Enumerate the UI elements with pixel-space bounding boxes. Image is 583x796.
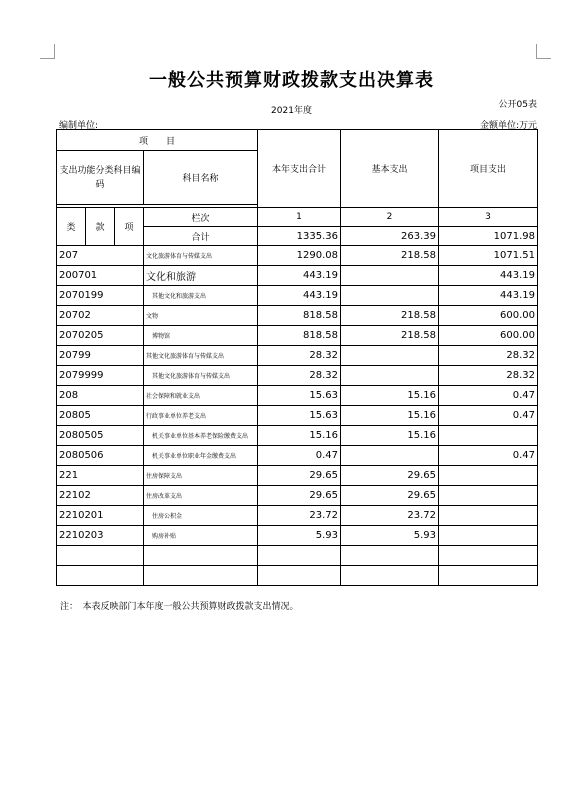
table-row [57, 286, 538, 306]
row-basic [341, 446, 439, 466]
table-row-empty [57, 546, 538, 566]
header-kuan: 款 [86, 208, 115, 246]
row-project [439, 426, 538, 446]
table-row [57, 266, 538, 286]
row-basic: 23.72 [341, 506, 439, 526]
row-basic [341, 266, 439, 286]
row-project: 0.47 [439, 446, 538, 466]
empty-cell [439, 566, 538, 586]
header-xiang: 项 [115, 208, 144, 246]
row-total: 15.63 [258, 386, 341, 406]
row-subject-name: 博物馆 [144, 326, 258, 346]
table-row [57, 526, 538, 546]
empty-cell [341, 566, 439, 586]
header-subject-name: 科目名称 [144, 151, 258, 205]
row-basic: 15.16 [341, 426, 439, 446]
row-project: 600.00 [439, 326, 538, 346]
row-basic [341, 286, 439, 306]
page-title: 一般公共预算财政拨款支出决算表 [149, 70, 434, 91]
row-project: 0.47 [439, 406, 538, 426]
row-project: 600.00 [439, 306, 538, 326]
row-total: 0.47 [258, 446, 341, 466]
header-total: 本年支出合计 [258, 130, 341, 208]
row-subject-name: 机关事业单位职业年金缴费支出 [144, 446, 258, 466]
table-row [57, 386, 538, 406]
table-row [57, 246, 538, 266]
row-project: 28.32 [439, 346, 538, 366]
table-row [57, 306, 538, 326]
row-code: 2070199 [57, 286, 144, 306]
row-total: 29.65 [258, 486, 341, 506]
row-basic: 15.16 [341, 406, 439, 426]
row-total: 818.58 [258, 306, 341, 326]
row-code: 2070205 [57, 326, 144, 346]
page-corner-mark-right [536, 44, 551, 59]
empty-cell [258, 566, 341, 586]
empty-cell [144, 566, 258, 586]
table-row [57, 366, 538, 386]
expenditure-table [56, 129, 538, 586]
row-code: 2210203 [57, 526, 144, 546]
header-item: 项 目 [57, 130, 258, 151]
empty-cell [57, 546, 144, 566]
sum-label: 合计 [144, 227, 258, 246]
row-total: 1290.08 [258, 246, 341, 266]
header-lei: 类 [57, 208, 86, 246]
row-total: 29.65 [258, 466, 341, 486]
row-code: 208 [57, 386, 144, 406]
empty-cell [57, 566, 144, 586]
row-basic [341, 346, 439, 366]
sum-total: 1335.36 [258, 227, 341, 246]
col-label: 栏次 [144, 208, 258, 227]
row-subject-name: 其他文化旅游体育与传媒支出 [144, 366, 258, 386]
row-code: 20799 [57, 346, 144, 366]
row-code: 221 [57, 466, 144, 486]
col-2: 2 [341, 208, 439, 227]
row-basic: 5.93 [341, 526, 439, 546]
table-row [57, 486, 538, 506]
row-subject-name: 机关事业单位基本养老保险缴费支出 [144, 426, 258, 446]
row-subject-name: 社会保障和就业支出 [144, 386, 258, 406]
row-subject-name: 住房改革支出 [144, 486, 258, 506]
row-total: 28.32 [258, 346, 341, 366]
row-basic: 15.16 [341, 386, 439, 406]
empty-cell [341, 546, 439, 566]
row-project: 0.47 [439, 386, 538, 406]
row-subject-name: 其他文化和旅游支出 [144, 286, 258, 306]
table-row [57, 466, 538, 486]
header-func-code: 支出功能分类科目编码 [57, 151, 144, 205]
empty-cell [258, 546, 341, 566]
row-code: 2080506 [57, 446, 144, 466]
row-project: 1071.51 [439, 246, 538, 266]
row-project [439, 506, 538, 526]
row-basic: 218.58 [341, 246, 439, 266]
col-1: 1 [258, 208, 341, 227]
row-project: 443.19 [439, 286, 538, 306]
row-total: 818.58 [258, 326, 341, 346]
empty-cell [144, 546, 258, 566]
row-total: 28.32 [258, 366, 341, 386]
header-project: 项目支出 [439, 130, 538, 208]
row-project [439, 526, 538, 546]
row-code: 20805 [57, 406, 144, 426]
row-total: 5.93 [258, 526, 341, 546]
row-code: 2080505 [57, 426, 144, 446]
row-project: 443.19 [439, 266, 538, 286]
row-subject-name: 文物 [144, 306, 258, 326]
row-basic [341, 366, 439, 386]
row-project [439, 486, 538, 506]
table-row [57, 406, 538, 426]
sum-project: 1071.98 [439, 227, 538, 246]
table-row-empty [57, 566, 538, 586]
row-total: 15.63 [258, 406, 341, 426]
row-subject-name: 住房保障支出 [144, 466, 258, 486]
row-basic: 218.58 [341, 306, 439, 326]
row-total: 23.72 [258, 506, 341, 526]
row-basic: 218.58 [341, 326, 439, 346]
row-subject-name: 购房补贴 [144, 526, 258, 546]
table-row [57, 426, 538, 446]
row-total: 15.16 [258, 426, 341, 446]
row-project [439, 466, 538, 486]
row-code: 2210201 [57, 506, 144, 526]
row-total: 443.19 [258, 286, 341, 306]
table-row [57, 326, 538, 346]
table-row [57, 506, 538, 526]
sum-basic: 263.39 [341, 227, 439, 246]
table-row [57, 446, 538, 466]
table-row [57, 346, 538, 366]
compiling-unit-label: 编制单位: [59, 121, 99, 131]
row-project: 28.32 [439, 366, 538, 386]
footnote: 注： 本表反映部门本年度一般公共预算财政拨款支出情况。 [60, 602, 299, 612]
row-code: 207 [57, 246, 144, 266]
col-3: 3 [439, 208, 538, 227]
row-basic: 29.65 [341, 466, 439, 486]
row-subject-name: 住房公积金 [144, 506, 258, 526]
form-code: 公开05表 [498, 100, 537, 110]
row-basic: 29.65 [341, 486, 439, 506]
empty-cell [439, 546, 538, 566]
header-basic: 基本支出 [341, 130, 439, 208]
row-subject-name: 文化和旅游 [144, 266, 258, 286]
row-total: 443.19 [258, 266, 341, 286]
row-subject-name: 其他文化旅游体育与传媒支出 [144, 346, 258, 366]
row-subject-name: 行政事业单位养老支出 [144, 406, 258, 426]
row-code: 20702 [57, 306, 144, 326]
row-subject-name: 文化旅游体育与传媒支出 [144, 246, 258, 266]
row-code: 22102 [57, 486, 144, 506]
amount-unit-label: 金额单位:万元 [479, 121, 537, 131]
report-year: 2021年度 [271, 106, 312, 116]
page-corner-mark-left [40, 44, 55, 59]
row-code: 200701 [57, 266, 144, 286]
row-code: 2079999 [57, 366, 144, 386]
